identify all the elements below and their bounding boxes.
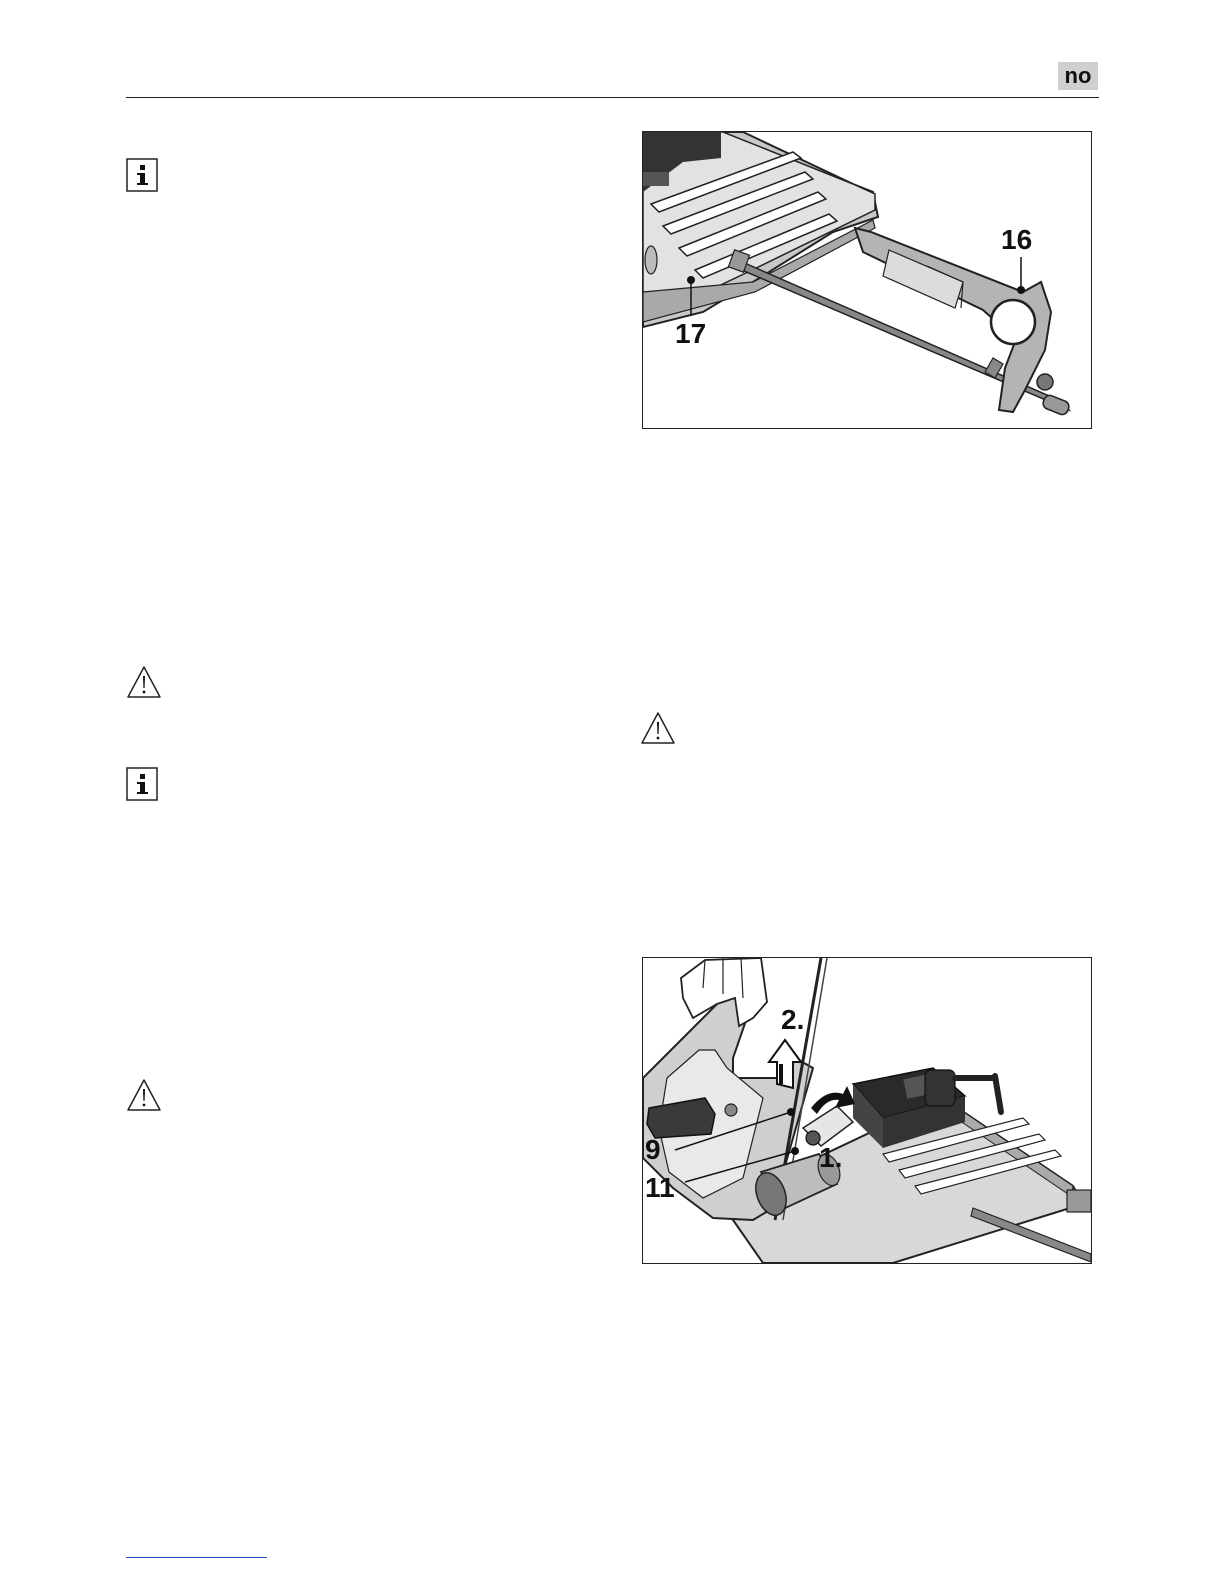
footer-link-underline — [126, 1557, 267, 1558]
callout-17: 17 — [675, 318, 707, 349]
info-icon — [126, 767, 158, 801]
language-badge: no — [1058, 62, 1098, 90]
figure-extension-stop-illustration — [643, 132, 1091, 428]
warning-triangle-icon — [126, 1078, 162, 1112]
callout-16: 16 — [1001, 224, 1033, 255]
figure-extension-stop — [642, 131, 1092, 429]
callout-9: 9 — [645, 1134, 661, 1165]
info-icon — [126, 158, 158, 192]
callout-step-1: 1. — [819, 1142, 843, 1173]
callout-11: 11 — [645, 1172, 675, 1203]
figure-bow-release-illustration — [643, 958, 1091, 1263]
warning-triangle-icon — [640, 711, 676, 745]
header-divider — [126, 97, 1099, 98]
callout-step-2: 2. — [781, 1004, 805, 1035]
figure-bow-release — [642, 957, 1092, 1264]
warning-triangle-icon — [126, 665, 162, 699]
